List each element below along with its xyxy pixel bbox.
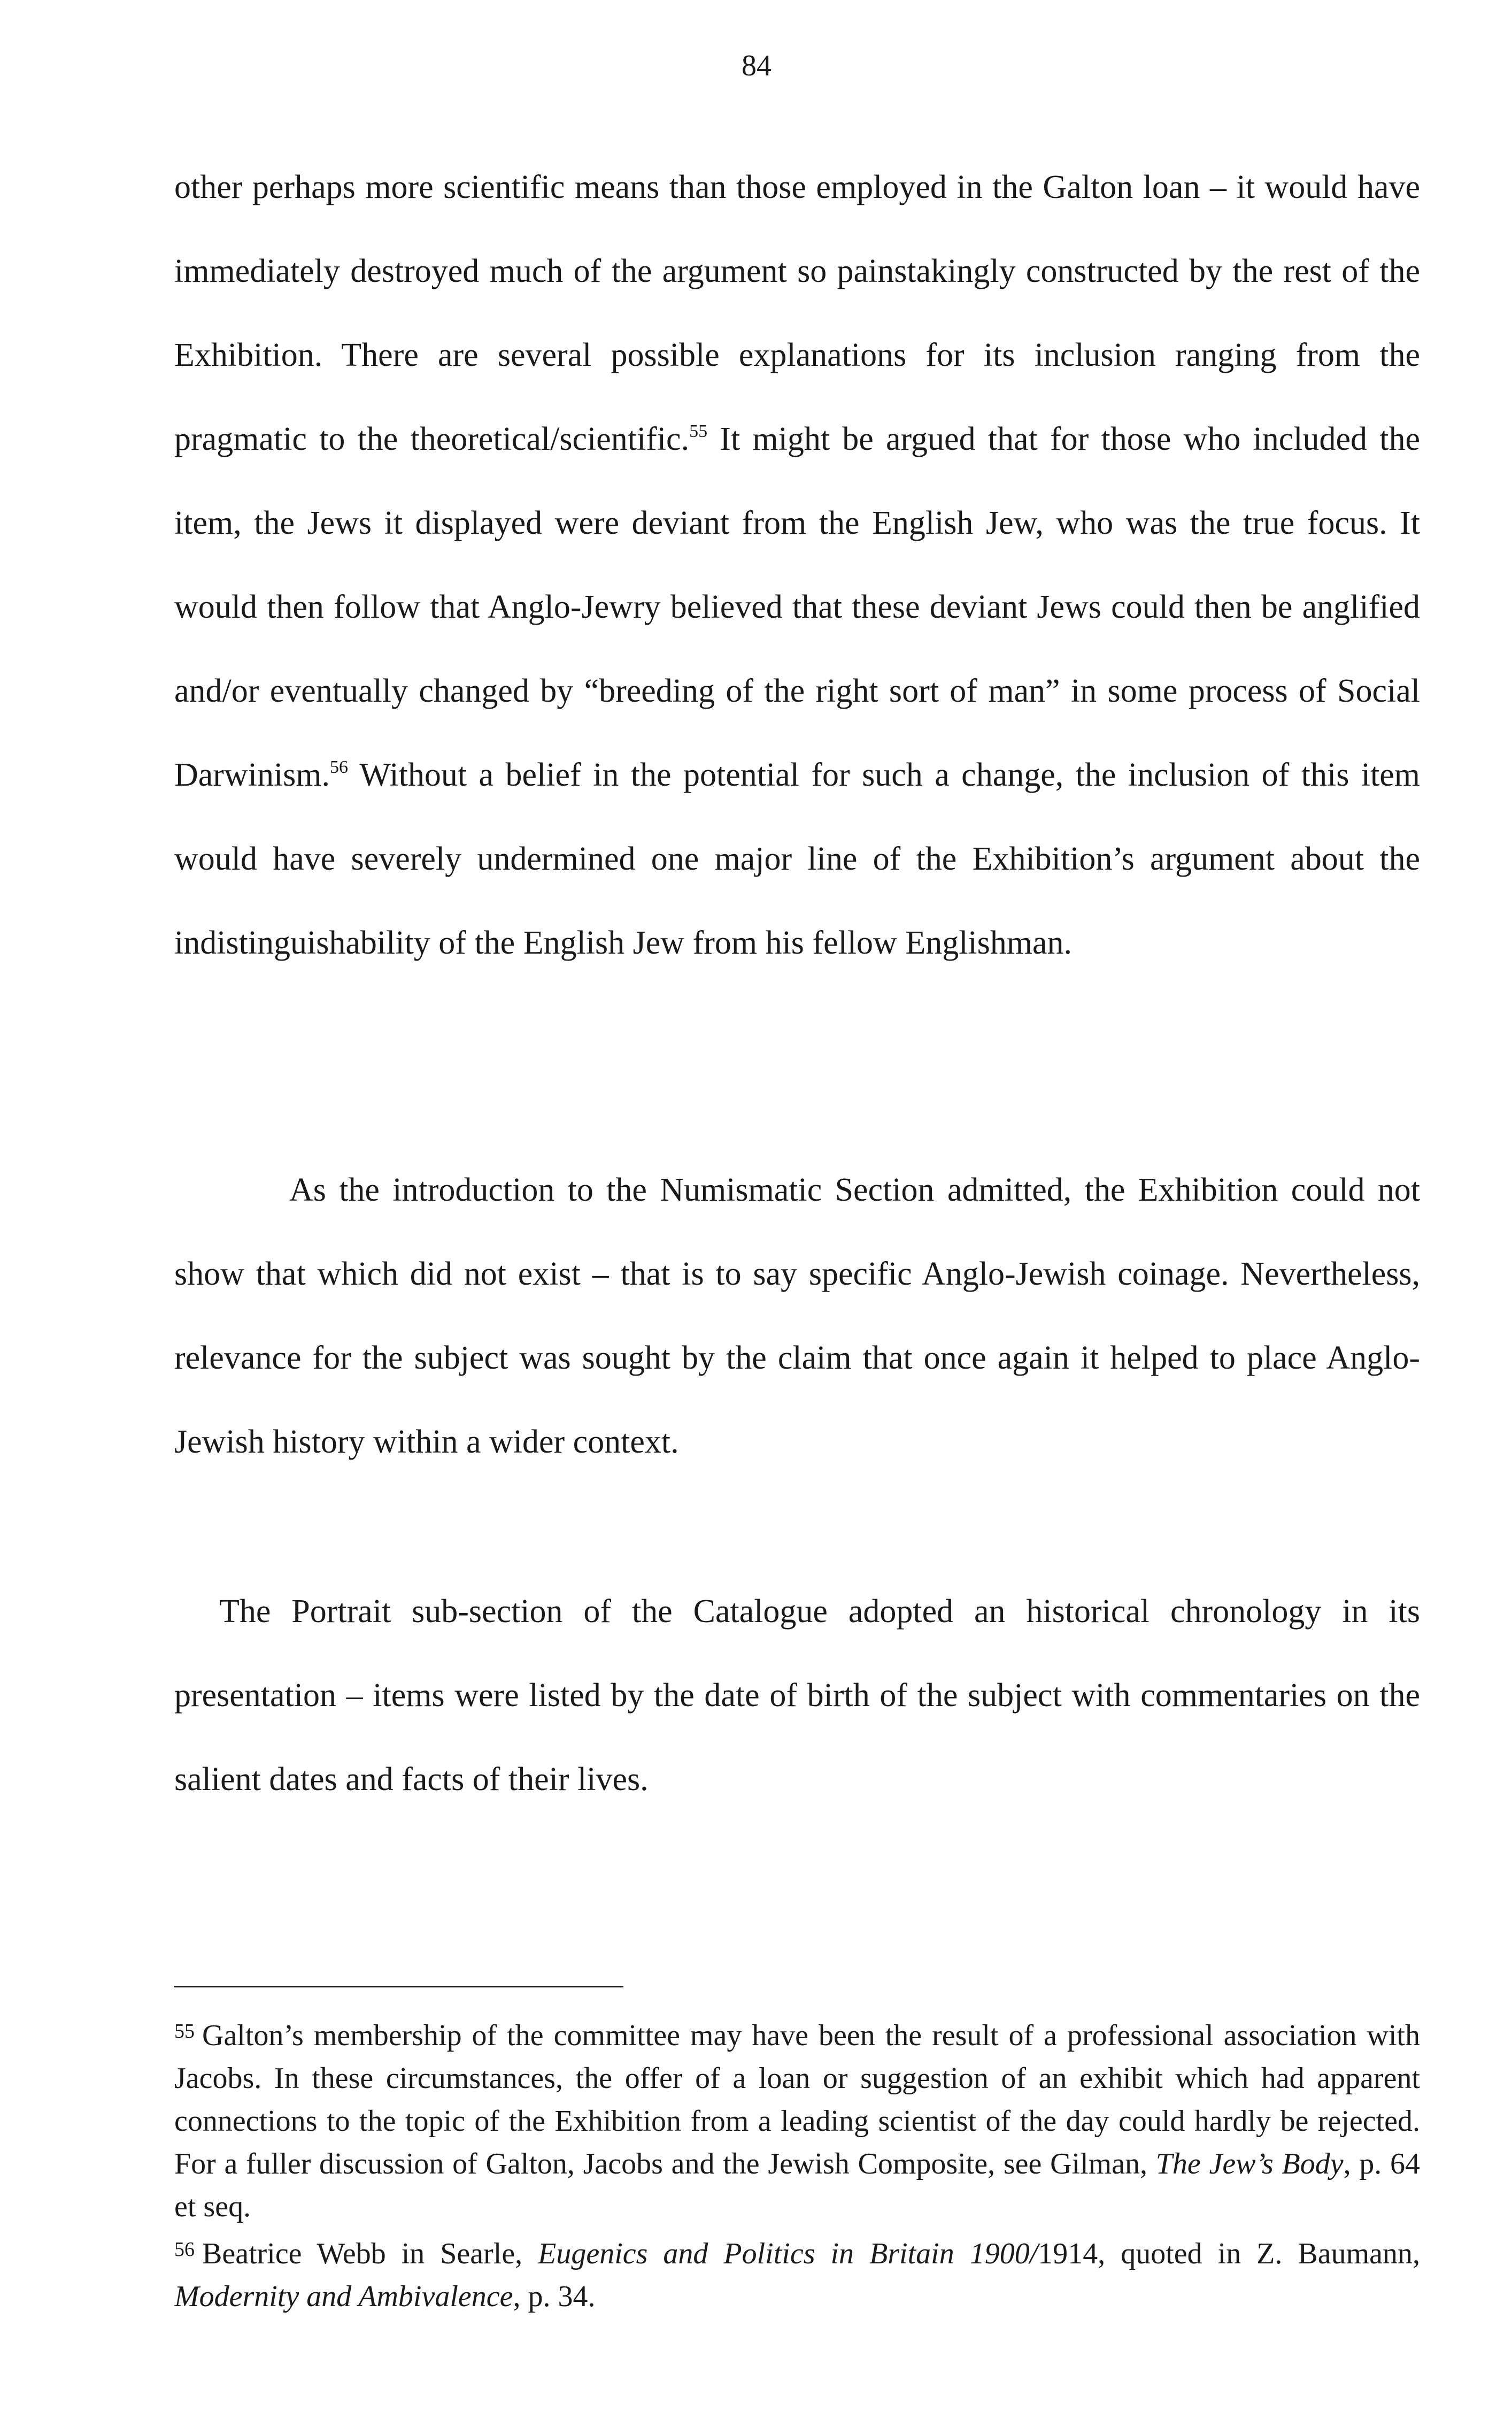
- footnote-reference-56: 56: [330, 757, 349, 777]
- paragraph-text: Without a belief in the potential for such a change, the inclusion of this item would have severely undermined one major line of the Exhibition’s argument about the indistinguishability of the English Jew from his fellow Englishman.: [174, 757, 1420, 961]
- footnote-56: [174, 2228, 1420, 2318]
- body-paragraph-2: As the introduction to the Numismatic Section admitted, the Exhibition could not show that which did not exist – that is to say specific Anglo-Jewish coinage. Nevertheless, relevance for the subject was sought by the claim that once again it helped to place Anglo-Jewish history within a wider context.: [174, 1172, 1420, 1460]
- footnote-text: , p. 34.: [513, 2280, 596, 2313]
- footnote-reference-55: 55: [689, 421, 708, 441]
- cited-title: The Jew’s Body: [1155, 2147, 1344, 2180]
- cited-title: Modernity and Ambivalence: [174, 2280, 513, 2313]
- footnote-text: , p. 64 et seq.: [174, 2147, 1420, 2223]
- body-paragraph-3: The Portrait sub-section of the Catalogue adopted an historical chronology in its presentation – items were listed by the date of birth of the subject with commentaries on the salient dates and facts of their lives.: [174, 1593, 1420, 1798]
- body-paragraph-1: [174, 145, 1420, 985]
- footnote-text: Galton’s membership of the committee may have been the result of a professional association with Jacobs. In these circumstances, the offer of a loan or suggestion of an exhibit which had apparent connections to the topic of the Exhibition from a leading scientist of the day could hardly be rejected. For a fuller discussion of Galton, Jacobs and the Jewish Composite, see Gilman,: [174, 2019, 1420, 2180]
- footnote-55: [174, 2010, 1420, 2228]
- paragraph-text: other perhaps more scientific means than those employed in the Galton loan – it would have immediately destroyed much of the argument so painstakingly constructed by the rest of the Exhibition. There are several possible explanations for its inclusion ranging from the pragmatic to the theoretical/scientific.: [174, 169, 1420, 457]
- footnote-text: 1914, quoted in Z. Baumann,: [1038, 2237, 1420, 2270]
- footnote-number: 56: [174, 2238, 195, 2261]
- footnote-separator: [174, 1986, 623, 1987]
- footnote-text: Beatrice Webb in Searle,: [202, 2237, 538, 2270]
- paragraph-text: It might be argued that for those who included the item, the Jews it displayed were deviant from the English Jew, who was the true focus. It would then follow that Anglo-Jewry believed that these deviant Jews could then be anglified and/or eventually changed by “breeding of the right sort of man” in some process of Social Darwinism.: [174, 421, 1420, 793]
- page-number: 84: [742, 49, 772, 82]
- footnotes: [174, 2010, 1420, 2318]
- footnote-number: 55: [174, 2020, 195, 2043]
- cited-title: Eugenics and Politics in Britain 1900/: [538, 2237, 1038, 2270]
